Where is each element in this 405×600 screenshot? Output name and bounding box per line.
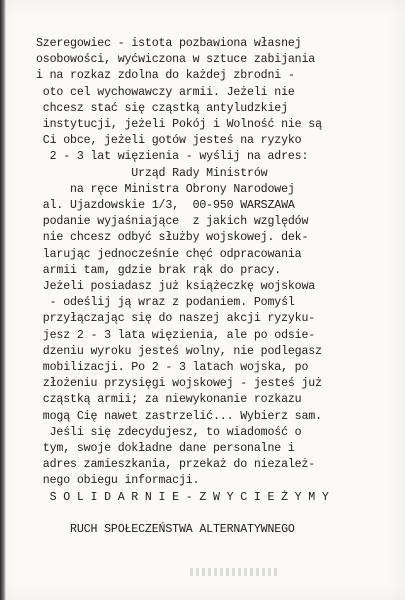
text-line: przyłączając się do naszej akcji ryzyku- bbox=[36, 312, 316, 326]
text-line: adres zamieszkania, przekaż do niezależ- bbox=[36, 458, 316, 472]
text-line: Urząd Rady Ministrów bbox=[36, 166, 268, 180]
text-line: złożeniu przysięgi wojskowej - jesteś już bbox=[36, 377, 322, 391]
text-line: jesz 2 - 3 lata więzienia, ale po odsie- bbox=[36, 328, 316, 342]
text-line: S O L I D A R N I E - Z W Y C I E Ż Y M Y bbox=[36, 490, 329, 504]
text-line: na ręce Ministra Obrony Narodowej bbox=[36, 182, 295, 196]
text-line: i na rozkaz zdolna do każdej zbrodni - bbox=[36, 69, 295, 83]
text-line: nie chcesz odbyć służby wojskowej. dek- bbox=[36, 231, 309, 245]
text-line: nego obiegu informacji. bbox=[36, 474, 200, 488]
text-line: mobilizacji. Po 2 - 3 latach wojska, po bbox=[36, 361, 309, 375]
faded-mark bbox=[190, 568, 280, 576]
text-line: oto cel wychowawczy armii. Jeżeli nie bbox=[36, 85, 295, 99]
text-line: - odeślij ją wraz z podaniem. Pomyśl bbox=[36, 296, 295, 310]
text-line: cząstką armii; za niewykonanie rozkazu bbox=[36, 393, 302, 407]
text-line: instytucji, jeżeli Pokój i Wolność nie są bbox=[36, 118, 322, 132]
text-line: mogą Cię nawet zastrzelić... Wybierz sam. bbox=[36, 409, 322, 423]
text-line: dzeniu wyroku jesteś wolny, nie podlegasz bbox=[36, 344, 322, 358]
text-line: Jeżeli posiadasz już książeczkę wojskowa bbox=[36, 280, 316, 294]
text-line: osobowości, wyćwiczona w sztuce zabijania bbox=[36, 53, 316, 67]
text-line: Jeśli się zdecydujesz, to wiadomość o bbox=[36, 425, 302, 439]
text-line: armii tam, gdzie brak rąk do pracy. bbox=[36, 263, 282, 277]
text-line: chcesz stać się cząstką antyludzkiej bbox=[36, 101, 288, 115]
text-line: Szeregowiec - istota pozbawiona własnej bbox=[36, 37, 302, 50]
text-line: podanie wyjaśniające z jakich względów bbox=[36, 215, 309, 229]
text-line: al. Ujazdowskie 1/3, 00-950 WARSZAWA bbox=[36, 199, 295, 213]
text-line: tym, swoje dokładne dane personalne i bbox=[36, 442, 295, 456]
text-line bbox=[36, 506, 388, 522]
text-line: 2 - 3 lat więzienia - wyślij na adres: bbox=[36, 150, 309, 164]
text-line: larując jednocześnie chęć odpracowania bbox=[36, 247, 302, 261]
document-text bbox=[36, 36, 388, 538]
text-line: RUCH SPOŁECZEŃSTWA ALTERNATYWNEGO bbox=[36, 523, 295, 537]
text-line: Ci obce, jeżeli gotów jesteś na ryzyko bbox=[36, 134, 302, 148]
scan-edge bbox=[0, 0, 6, 600]
